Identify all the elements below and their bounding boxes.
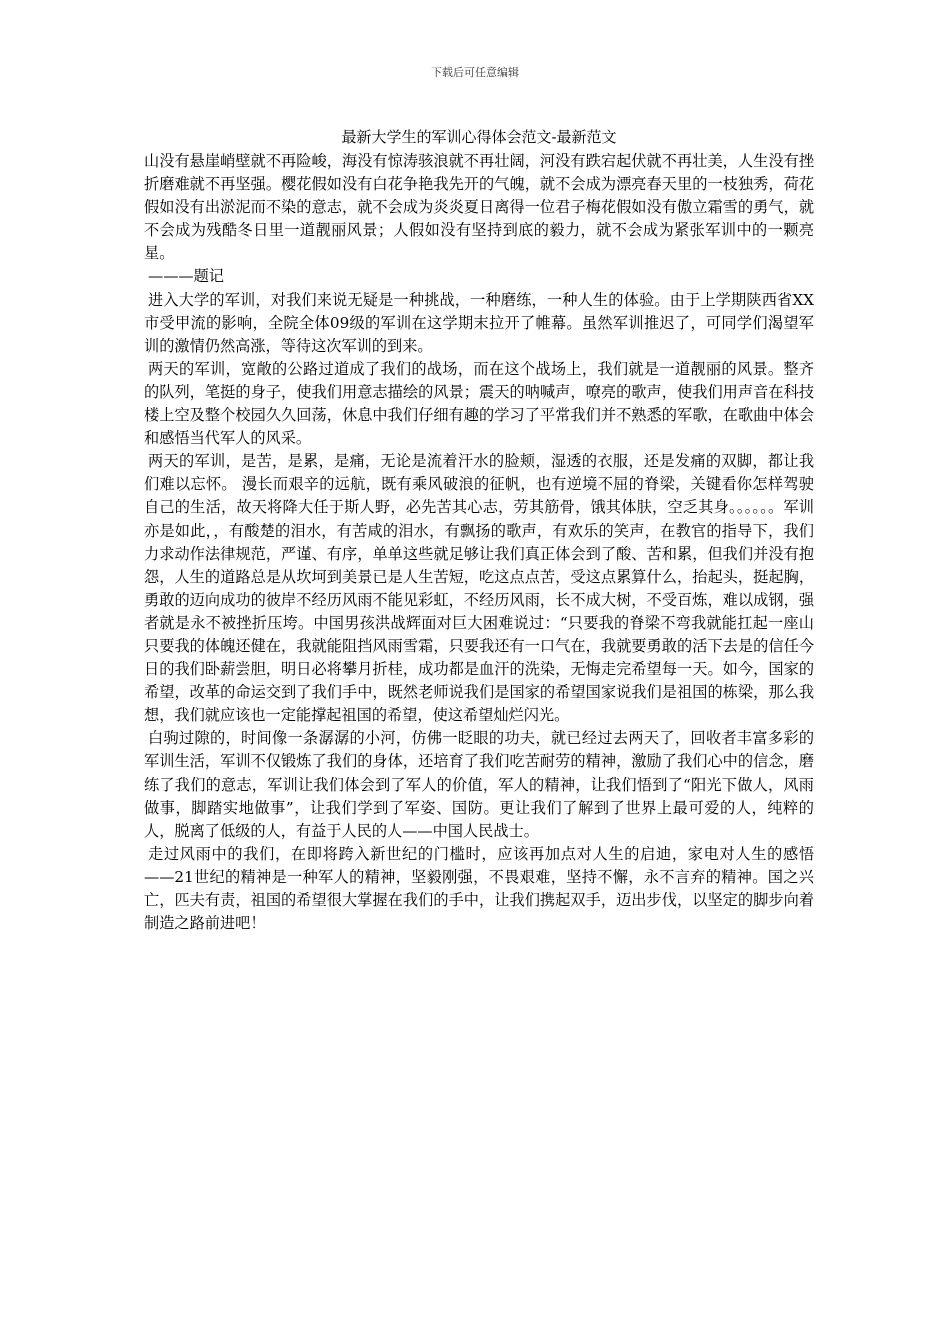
document-body: [144, 150, 814, 935]
document-title: 最新大学生的军训心得体会范文-最新范文: [341, 128, 617, 146]
paragraph-1: 进入大学的军训，对我们来说无疑是一种挑战，一种磨练，一种人生的体验。由于上学期陕西省XX市受甲流的影响，全院全体09级的军训在这学期末拉开了帷幕。虽然军训推迟了，可同学们渴望军训的激情仍然高涨，等待这次军训的到来。: [144, 290, 814, 355]
paragraph-4: 白驹过隙的，时间像一条潺潺的小河，仿佛一眨眼的功夫，就已经过去两天了，回收者丰富多彩的军训生活，军训不仅锻炼了我们的身体，还培育了我们吃苦耐劳的精神，激励了我们心中的信念，磨练了我们的意志，军训让我们体会到了军人的价值，军人的精神，让我们悟到了“阳光下做人，风雨做事，脚踏实地做事”，让我们学到了军姿、国防。更让我们了解到了世界上最可爱的人，纯粹的人，脱离了低级的人，有益于人民的人——中国人民战士。: [144, 729, 814, 840]
paragraph-intro: 山没有悬崖峭壁就不再险峻，海没有惊涛骇浪就不再壮阔，河没有跌宕起伏就不再壮美，人生没有挫折磨难就不再坚强。樱花假如没有白花争艳我先开的气魄，就不会成为漂亮春天里的一枝独秀，荷花假如没有出淤泥而不染的意志，就不会成为炎炎夏日离得一位君子梅花假如没有傲立霜雪的勇气，就不会成为残酷冬日里一道靓丽风景；人假如没有坚持到底的毅力，就不会成为紧张军训中的一颗亮星。: [144, 152, 814, 263]
header-note: 下载后可任意编辑: [431, 66, 519, 79]
paragraph-2: 两天的军训，宽敞的公路过道成了我们的战场，而在这个战场上，我们就是一道靓丽的风景。整齐的队列，笔挺的身子，使我们用意志描绘的风景；震天的呐喊声，嘹亮的歌声，使我们用声音在科技楼上空及整个校园久久回荡，休息中我们仔细有趣的学习了平常我们并不熟悉的军歌，在歌曲中体会和感悟当代军人的风采。: [144, 359, 814, 448]
paragraph-3: 两天的军训，是苦，是累，是痛，无论是流着汗水的脸颊，湿透的衣服，还是发痛的双脚，都让我们难以忘怀。 漫长而艰辛的远航，既有乘风破浪的征帆，也有逆境不屈的脊梁，关键看你怎样驾驶自己的生活，故天将降大任于斯人野，必先苦其心志，劳其筋骨，饿其体肤，空乏其身。。。。。。军训亦是如此，，有酸楚的泪水，有苦咸的泪水，有飘扬的歌声，有欢乐的笑声，在教官的指导下，我们力求动作法律规范，严谨、有序，单单这些就足够让我们真正体会到了酸、苦和累，但我们并没有抱怨，人生的道路总是从坎坷到美景已是人生苦短，吃这点点苦，受这点累算什么，抬起头，挺起胸，勇敢的迈向成功的彼岸不经历风雨不能见彩虹，不经历风雨，长不成大树，不受百炼，难以成钢，强者就是永不被挫折压垮。中国男孩洪战辉面对巨大困难说过：“只要我的脊梁不弯我就能扛起一座山只要我的体魄还健在，我就能阻挡风雨雪霜，只要我还有一口气在，我就要勇敢的活下去是的信任今日的我们卧薪尝胆，明日必将攀月折桂，成功都是血汗的洗染，无悔走完希望每一天。如今，国家的希望，改革的命运交到了我们手中，既然老师说我们是国家的希望国家说我们是祖国的栋梁，那么我想，我们就应该也一定能撑起祖国的希望，使这希望灿烂闪光。: [144, 452, 814, 725]
paragraph-epigraph-signature: ———题记: [148, 267, 224, 286]
paragraph-5: 走过风雨中的我们，在即将跨入新世纪的门槛时，应该再加点对人生的启迪，家电对人生的感悟——21世纪的精神是一种军人的精神，坚毅刚强，不畏艰难，坚持不懈，永不言弃的精神。国之兴亡，匹夫有责，祖国的希望很大掌握在我们的手中，让我们携起双手，迈出步伐，以坚定的脚步向着制造之路前进吧！: [144, 844, 814, 933]
